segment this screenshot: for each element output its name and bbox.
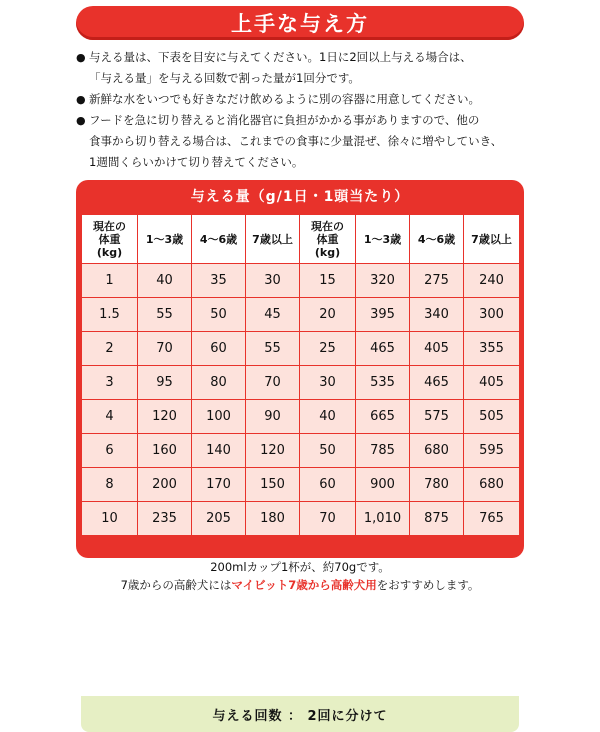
table-header-row: [82, 215, 520, 264]
weight-cell: 1.5: [82, 298, 138, 332]
weight-cell: 3: [82, 366, 138, 400]
amount-cell: 40: [138, 264, 192, 298]
table-row: [82, 298, 520, 332]
title-banner: [76, 6, 524, 40]
weight-header: 現在の 体重 (kg): [82, 215, 138, 264]
amount-cell: 465: [356, 332, 410, 366]
amount-cell: 95: [138, 366, 192, 400]
weight-cell: 50: [300, 434, 356, 468]
amount-cell: 240: [464, 264, 520, 298]
note-line: 「与える量」を与える回数で割った量が1回分です。: [89, 71, 360, 85]
amount-cell: 780: [410, 468, 464, 502]
amount-cell: 235: [138, 502, 192, 536]
amount-cell: 665: [356, 400, 410, 434]
amount-cell: 160: [138, 434, 192, 468]
amount-cell: 320: [356, 264, 410, 298]
amount-cell: 50: [192, 298, 246, 332]
age-header: 4〜6歳: [192, 215, 246, 264]
weight-cell: 2: [82, 332, 138, 366]
feeding-frequency: 与える回数 ： 2回に分けて: [81, 696, 519, 732]
footnote: [0, 558, 600, 594]
amount-cell: 150: [246, 468, 300, 502]
amount-cell: 785: [356, 434, 410, 468]
amount-cell: 680: [464, 468, 520, 502]
product-name: マイビット7歳から高齢犬用: [231, 578, 377, 592]
bullet-icon: ●: [76, 93, 86, 106]
amount-cell: 70: [138, 332, 192, 366]
feeding-notes: [76, 47, 536, 173]
amount-cell: 405: [410, 332, 464, 366]
amount-cell: 505: [464, 400, 520, 434]
amount-cell: 30: [246, 264, 300, 298]
amount-cell: 80: [192, 366, 246, 400]
note-item: [76, 89, 536, 110]
note-line: 食事から切り替える場合は、これまでの食事に少量混ぜ、徐々に増やしていき、: [89, 134, 503, 148]
amount-cell: 120: [138, 400, 192, 434]
weight-cell: 4: [82, 400, 138, 434]
amount-cell: 340: [410, 298, 464, 332]
bullet-icon: ●: [76, 51, 86, 64]
amount-cell: 900: [356, 468, 410, 502]
note-item: [76, 110, 536, 173]
weight-cell: 10: [82, 502, 138, 536]
age-header: 4〜6歳: [410, 215, 464, 264]
amount-cell: 55: [138, 298, 192, 332]
table-row: [82, 264, 520, 298]
weight-cell: 1: [82, 264, 138, 298]
weight-cell: 15: [300, 264, 356, 298]
table-title: 与える量（g/1日・1頭当たり）: [190, 189, 410, 205]
amount-cell: 300: [464, 298, 520, 332]
amount-cell: 60: [192, 332, 246, 366]
amount-cell: 100: [192, 400, 246, 434]
amount-cell: 140: [192, 434, 246, 468]
weight-cell: 6: [82, 434, 138, 468]
cup-note: 200mlカップ1杯が、約70gです。: [210, 560, 390, 574]
amount-cell: 70: [246, 366, 300, 400]
amount-cell: 55: [246, 332, 300, 366]
amount-cell: 120: [246, 434, 300, 468]
note-line: 与える量は、下表を目安に与えてください。1日に2回以上与える場合は、: [89, 50, 472, 64]
amount-cell: 355: [464, 332, 520, 366]
note-line: フードを急に切り替えると消化器官に負担がかかる事がありますので、他の: [89, 113, 480, 127]
amount-cell: 170: [192, 468, 246, 502]
weight-cell: 8: [82, 468, 138, 502]
table-row: [82, 502, 520, 536]
weight-cell: 30: [300, 366, 356, 400]
amount-cell: 595: [464, 434, 520, 468]
amount-cell: 180: [246, 502, 300, 536]
weight-cell: 20: [300, 298, 356, 332]
weight-cell: 60: [300, 468, 356, 502]
page-title: 上手な与え方: [231, 12, 369, 36]
amount-cell: 405: [464, 366, 520, 400]
amount-cell: 1,010: [356, 502, 410, 536]
table-row: [82, 434, 520, 468]
amount-cell: 200: [138, 468, 192, 502]
amount-cell: 765: [464, 502, 520, 536]
senior-note: 7歳からの高齢犬にはマイビット7歳から高齢犬用をおすすめします。: [120, 578, 480, 592]
table-row: [82, 366, 520, 400]
amount-cell: 875: [410, 502, 464, 536]
weight-header: 現在の 体重 (kg): [300, 215, 356, 264]
weight-cell: 40: [300, 400, 356, 434]
table-row: [82, 468, 520, 502]
table-row: [82, 400, 520, 434]
bullet-icon: ●: [76, 114, 86, 127]
age-header: 1〜3歳: [138, 215, 192, 264]
weight-cell: 70: [300, 502, 356, 536]
amount-cell: 205: [192, 502, 246, 536]
feeding-table: [81, 214, 520, 536]
age-header: 7歳以上: [464, 215, 520, 264]
weight-cell: 25: [300, 332, 356, 366]
amount-cell: 275: [410, 264, 464, 298]
amount-cell: 395: [356, 298, 410, 332]
amount-cell: 90: [246, 400, 300, 434]
note-line: 1週間くらいかけて切り替えてください。: [89, 155, 304, 169]
amount-cell: 35: [192, 264, 246, 298]
age-header: 1〜3歳: [356, 215, 410, 264]
amount-cell: 465: [410, 366, 464, 400]
amount-cell: 575: [410, 400, 464, 434]
note-item: [76, 47, 536, 89]
table-row: [82, 332, 520, 366]
amount-cell: 45: [246, 298, 300, 332]
note-line: 新鮮な水をいつでも好きなだけ飲めるように別の容器に用意してください。: [89, 92, 480, 106]
age-header: 7歳以上: [246, 215, 300, 264]
amount-cell: 535: [356, 366, 410, 400]
amount-cell: 680: [410, 434, 464, 468]
